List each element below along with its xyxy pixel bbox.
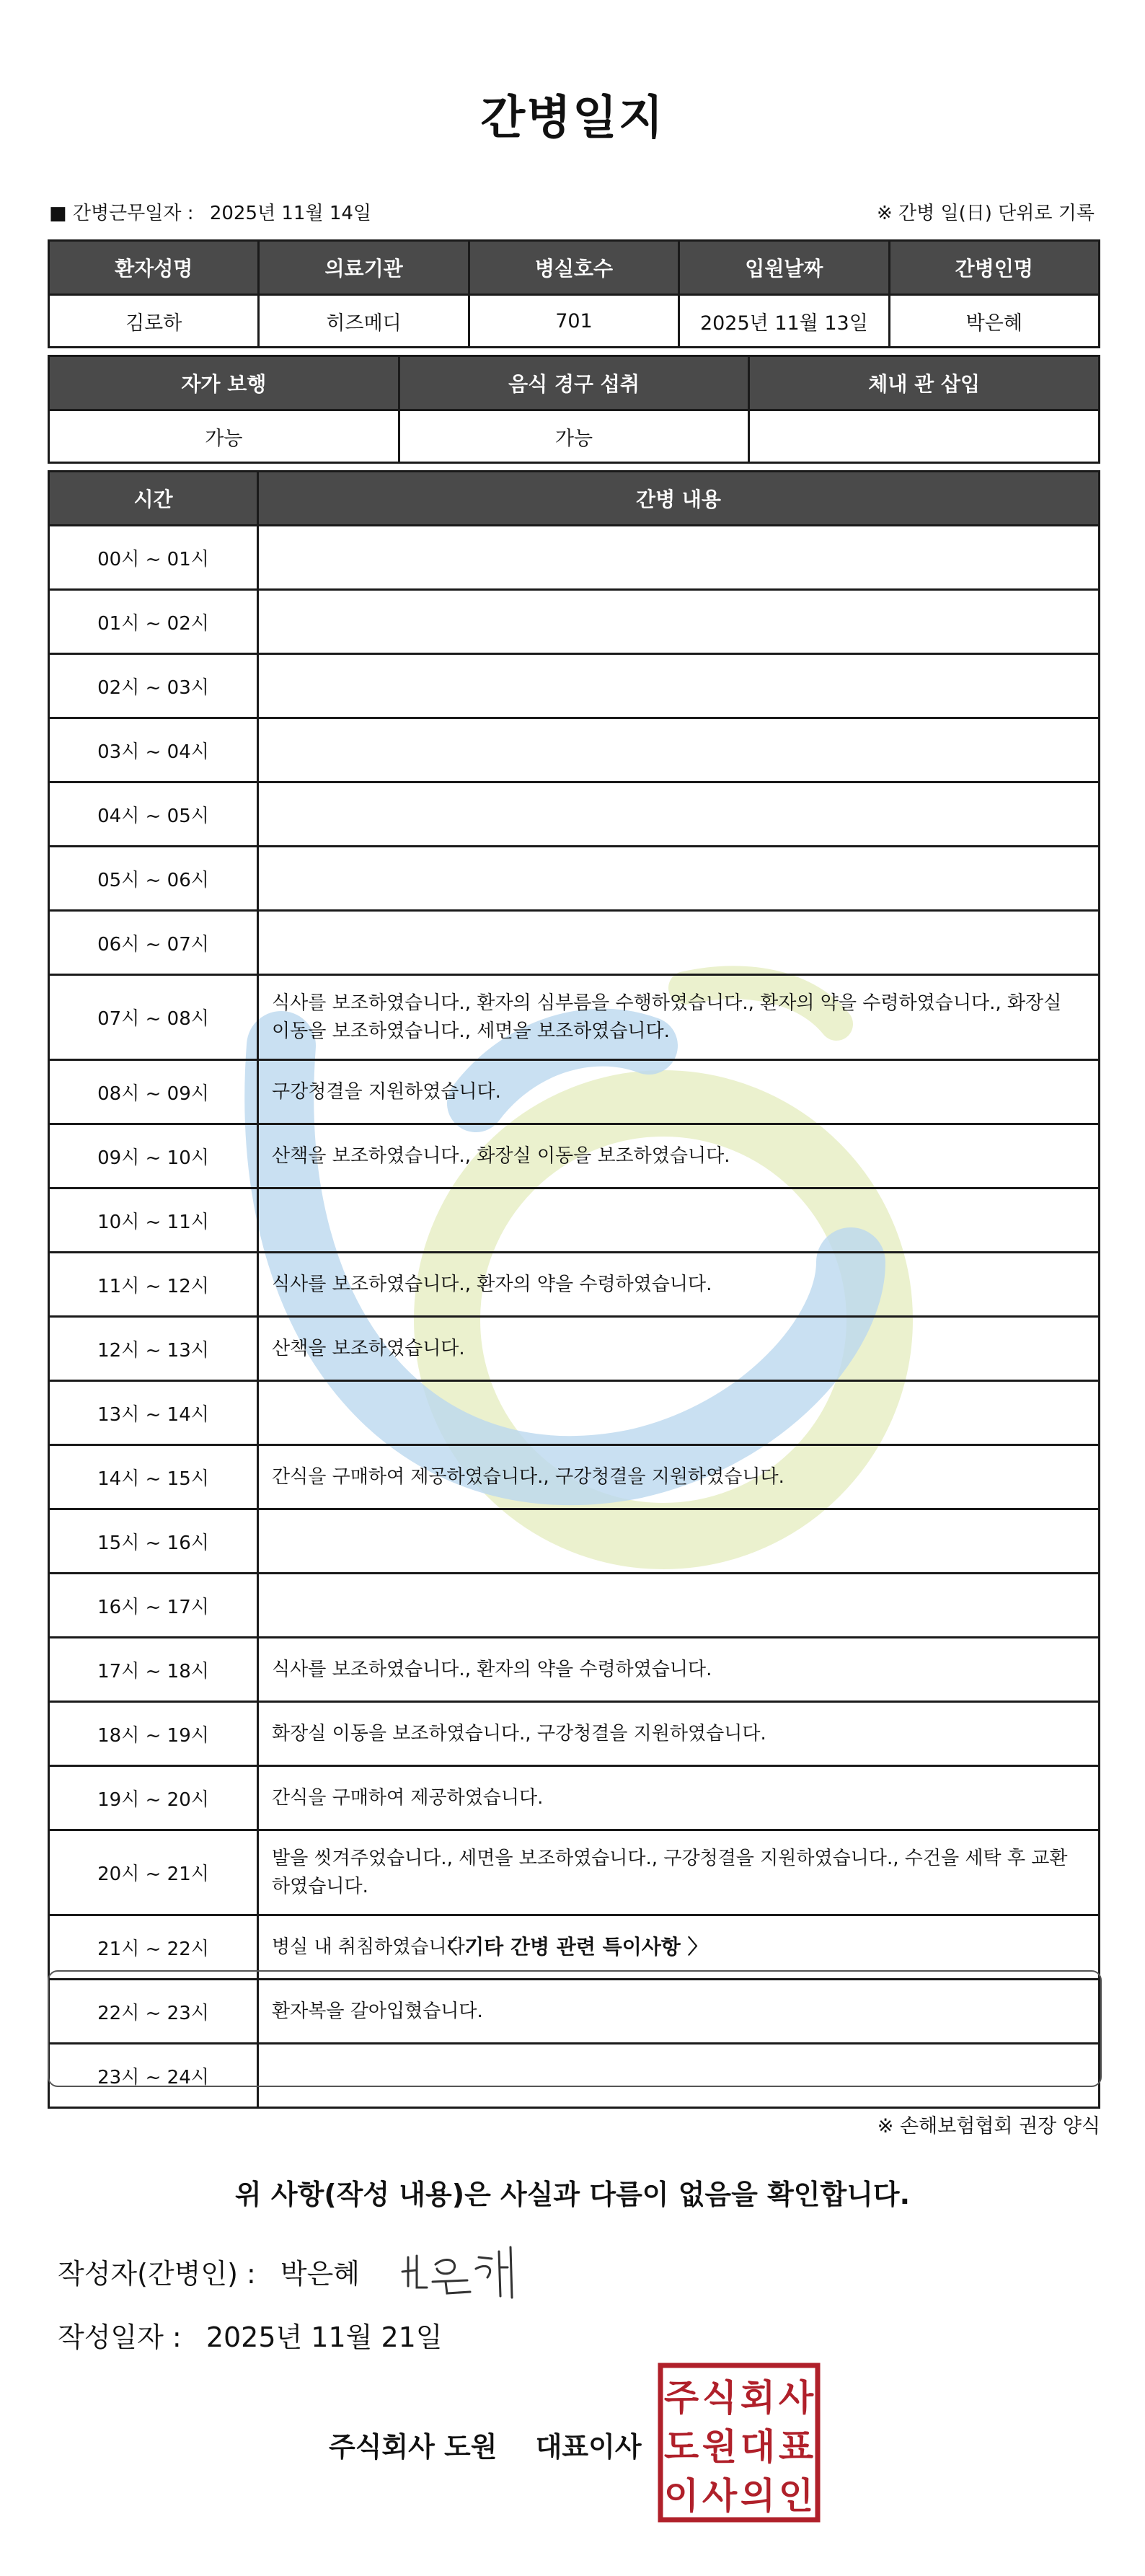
care-log-row <box>49 1509 1100 1574</box>
patient-info-table <box>48 239 1100 348</box>
care-log-row <box>49 911 1100 975</box>
care-log-row <box>49 1188 1100 1253</box>
log-time: 10시 ~ 11시 <box>49 1188 258 1253</box>
log-content: 식사를 보조하였습니다., 환자의 약을 수령하였습니다. <box>258 1253 1100 1317</box>
log-time: 15시 ~ 16시 <box>49 1509 258 1574</box>
log-time: 07시 ~ 08시 <box>49 975 258 1060</box>
admission-date: 2025년 11월 13일 <box>679 295 889 348</box>
hospital: 히즈메디 <box>259 295 469 348</box>
log-content: 간식을 구매하여 제공하였습니다. <box>258 1766 1100 1830</box>
care-log-row <box>49 1638 1100 1702</box>
log-time: 02시 ~ 03시 <box>49 654 258 718</box>
care-log-row <box>49 975 1100 1060</box>
header-time: 시간 <box>49 472 258 526</box>
log-content <box>258 1509 1100 1574</box>
company-rep: 대표이사 <box>535 2431 642 2463</box>
oral-intake-status: 가능 <box>399 410 749 463</box>
work-date-value: 2025년 11월 14일 <box>209 203 372 224</box>
log-time: 18시 ~ 19시 <box>49 1702 258 1766</box>
care-log-row <box>49 718 1100 782</box>
caregiver-name: 박은혜 <box>889 295 1099 348</box>
room-number: 701 <box>469 295 678 348</box>
care-log-row <box>49 1253 1100 1317</box>
log-time: 19시 ~ 20시 <box>49 1766 258 1830</box>
log-content <box>258 590 1100 654</box>
care-log-row <box>49 590 1100 654</box>
log-time: 14시 ~ 15시 <box>49 1445 258 1509</box>
confirm-statement: 위 사항(작성 내용)은 사실과 다름이 없음을 확인합니다. <box>234 2179 911 2210</box>
writer-name: 박은혜 <box>280 2258 360 2290</box>
written-date-value: 2025년 11월 21일 <box>205 2321 443 2353</box>
tube-status <box>749 410 1100 463</box>
log-content <box>258 911 1100 975</box>
patient-status-table <box>48 355 1100 464</box>
seal-char: 대 <box>740 2426 776 2468</box>
unit-note: ※ 간병 일(日) 단위로 기록 <box>876 203 1095 224</box>
care-log-row <box>49 654 1100 718</box>
log-content <box>258 782 1100 847</box>
log-content <box>258 1188 1100 1253</box>
care-log-row <box>49 1574 1100 1638</box>
care-log-row <box>49 847 1100 911</box>
log-content: 발을 씻겨주었습니다., 세면을 보조하였습니다., 구강청결을 지원하였습니다., 수건을 세탁 후 교환하였습니다. <box>258 1830 1100 1915</box>
log-time: 03시 ~ 04시 <box>49 718 258 782</box>
handwritten-signature <box>395 2236 525 2301</box>
seal-char: 식 <box>702 2377 738 2419</box>
log-time: 13시 ~ 14시 <box>49 1381 258 1445</box>
log-time: 11시 ~ 12시 <box>49 1253 258 1317</box>
notes-title: 〈 기타 간병 관련 특이사항 〉 <box>437 1935 708 1959</box>
log-time: 16시 ~ 17시 <box>49 1574 258 1638</box>
seal-char: 표 <box>778 2426 814 2468</box>
care-log-row <box>49 1702 1100 1766</box>
written-date-label: 작성일자 : <box>58 2321 182 2353</box>
log-time: 17시 ~ 18시 <box>49 1638 258 1702</box>
log-content <box>258 1574 1100 1638</box>
seal-char: 이 <box>663 2475 699 2517</box>
notes-box <box>48 1970 1102 2087</box>
log-time: 22시 ~ 23시 <box>49 1980 258 2044</box>
log-content <box>258 1381 1100 1445</box>
company-name: 주식회사 도원 <box>329 2431 498 2463</box>
log-content <box>258 847 1100 911</box>
writer-label: 작성자(간병인) : <box>58 2258 256 2290</box>
seal-char: 주 <box>663 2377 699 2419</box>
company-line <box>329 2425 642 2464</box>
header-admission-date: 입원날짜 <box>679 241 889 295</box>
header-oral-intake: 음식 경구 섭취 <box>399 356 749 410</box>
log-content <box>258 654 1100 718</box>
seal-char: 원 <box>702 2426 738 2468</box>
log-content: 식사를 보조하였습니다., 환자의 약을 수령하였습니다. <box>258 1638 1100 1702</box>
log-content <box>258 718 1100 782</box>
seal-char: 사 <box>702 2475 738 2517</box>
log-time: 21시 ~ 22시 <box>49 1915 258 1980</box>
log-time: 08시 ~ 09시 <box>49 1060 258 1124</box>
writer-line <box>58 2251 360 2291</box>
log-time: 05시 ~ 06시 <box>49 847 258 911</box>
log-content: 간식을 구매하여 제공하였습니다., 구강청결을 지원하였습니다. <box>258 1445 1100 1509</box>
header-hospital: 의료기관 <box>259 241 469 295</box>
log-content: 산책을 보조하였습니다. <box>258 1317 1100 1381</box>
recommend-note: ※ 손해보험협회 권장 양식 <box>877 2115 1100 2138</box>
seal-char: 도 <box>663 2426 699 2468</box>
log-content <box>258 526 1100 590</box>
log-content: 구강청결을 지원하였습니다. <box>258 1060 1100 1124</box>
header-tube: 체내 관 삽입 <box>749 356 1100 410</box>
header-patient-name: 환자성명 <box>49 241 259 295</box>
work-date-label: ■ 간병근무일자 : <box>49 203 194 224</box>
log-time: 04시 ~ 05시 <box>49 782 258 847</box>
log-time: 09시 ~ 10시 <box>49 1124 258 1188</box>
log-time: 06시 ~ 07시 <box>49 911 258 975</box>
care-log-row <box>49 1830 1100 1915</box>
care-log-row <box>49 1381 1100 1445</box>
company-seal <box>656 2361 822 2524</box>
written-date-line <box>58 2315 443 2355</box>
header-caregiver: 간병인명 <box>889 241 1099 295</box>
page-title: 간병일지 <box>480 92 665 145</box>
log-content: 식사를 보조하였습니다., 환자의 심부름을 수행하였습니다., 환자의 약을 수령하였습니다., 화장실 이동을 보조하였습니다., 세면을 보조하였습니다. <box>258 975 1100 1060</box>
care-log-row <box>49 1766 1100 1830</box>
care-log-row <box>49 1060 1100 1124</box>
header-walking: 자가 보행 <box>49 356 399 410</box>
care-log-row <box>49 1445 1100 1509</box>
care-log-row <box>49 1317 1100 1381</box>
log-content: 화장실 이동을 보조하였습니다., 구강청결을 지원하였습니다. <box>258 1702 1100 1766</box>
seal-char: 사 <box>778 2377 814 2419</box>
seal-char: 인 <box>778 2475 814 2517</box>
care-log-row <box>49 1124 1100 1188</box>
seal-char: 회 <box>740 2377 776 2419</box>
log-time: 12시 ~ 13시 <box>49 1317 258 1381</box>
log-content: 환자복을 갈아입혔습니다. <box>258 1980 1100 2044</box>
header-room: 병실호수 <box>469 241 678 295</box>
care-log-row <box>49 526 1100 590</box>
log-content: 병실 내 취침하였습니다. <box>258 1915 1100 1980</box>
log-time: 20시 ~ 21시 <box>49 1830 258 1915</box>
work-date <box>49 198 371 225</box>
log-time: 23시 ~ 24시 <box>49 2044 258 2108</box>
care-log-row <box>49 782 1100 847</box>
log-time: 00시 ~ 01시 <box>49 526 258 590</box>
care-log-table <box>48 470 1100 2109</box>
log-content: 산책을 보조하였습니다., 화장실 이동을 보조하였습니다. <box>258 1124 1100 1188</box>
header-care-content: 간병 내용 <box>258 472 1100 526</box>
log-time: 01시 ~ 02시 <box>49 590 258 654</box>
seal-char: 의 <box>740 2475 776 2517</box>
patient-name: 김로하 <box>49 295 259 348</box>
walking-status: 가능 <box>49 410 399 463</box>
